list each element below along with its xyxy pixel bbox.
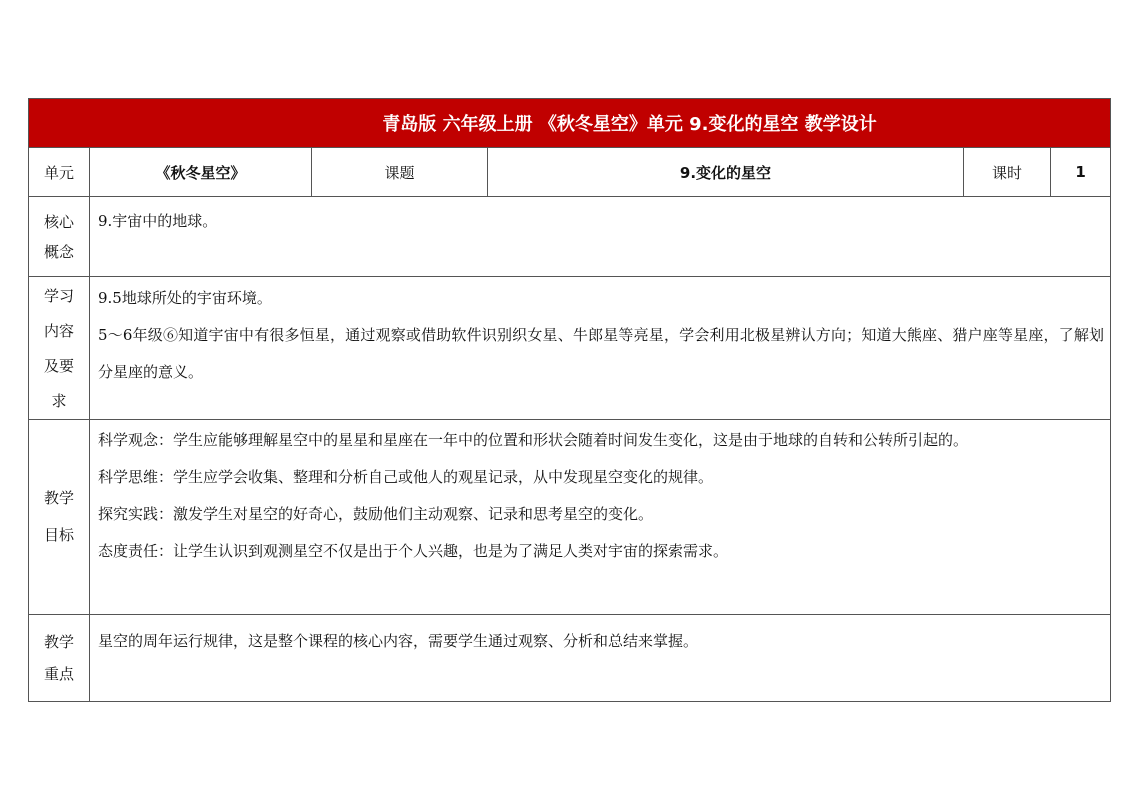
requirements-row — [29, 277, 1111, 420]
requirements-line: 9.5地球所处的宇宙环境。 — [98, 289, 272, 307]
focus-row — [29, 615, 1111, 702]
hours-label: 课时 — [964, 148, 1051, 197]
focus-text: 星空的周年运行规律，这是整个课程的核心内容，需要学生通过观察、分析和总结来掌握。 — [98, 632, 699, 650]
focus-content — [90, 615, 1111, 702]
requirements-label-line: 内容 — [43, 322, 74, 340]
requirements-label-line: 求 — [51, 392, 67, 410]
core-concept-text: 9.宇宙中的地球。 — [98, 212, 218, 230]
requirements-label-line: 学习 — [43, 287, 74, 305]
lesson-plan-table — [28, 98, 1111, 702]
core-concept-label — [29, 197, 90, 277]
focus-label-line: 重点 — [43, 665, 74, 683]
document-title-text: 青岛版 六年级上册 《秋冬星空》单元 9.变化的星空 教学设计 — [382, 114, 877, 135]
goals-content — [90, 420, 1111, 615]
requirements-label — [29, 277, 90, 420]
core-concept-label-line: 核心 — [43, 212, 74, 231]
topic-value: 9.变化的星空 — [488, 148, 964, 197]
core-concept-label-line: 概念 — [43, 242, 74, 261]
goals-label-line: 目标 — [43, 526, 74, 544]
goals-line: 科学观念：学生应能够理解星空中的星星和星座在一年中的位置和形状会随着时间发生变化，这是由于地球的自转和公转所引起的。 — [98, 431, 969, 449]
focus-label — [29, 615, 90, 702]
goals-line: 科学思维：学生应学会收集、整理和分析自己或他人的观星记录，从中发现星空变化的规律。 — [98, 468, 714, 486]
core-concept-content — [90, 197, 1111, 277]
document-title — [29, 99, 1111, 148]
requirements-content — [90, 277, 1111, 420]
requirements-label-line: 及要 — [43, 357, 74, 375]
requirements-line: 5～6年级⑥知道宇宙中有很多恒星，通过观察或借助软件识别织女星、牛郎星等亮星，学会利用北极星辨认方向；知道大熊座、猎户座等星座，了解划分星座的意义。 — [98, 326, 1105, 381]
core-concept-row — [29, 197, 1111, 277]
unit-label: 单元 — [29, 148, 90, 197]
focus-label-line: 教学 — [43, 633, 74, 651]
unit-value: 《秋冬星空》 — [90, 148, 312, 197]
goals-label — [29, 420, 90, 615]
goals-row — [29, 420, 1111, 615]
hours-value: 1 — [1051, 148, 1111, 197]
goals-label-line: 教学 — [43, 489, 74, 507]
goals-line: 态度责任：让学生认识到观测星空不仅是出于个人兴趣，也是为了满足人类对宇宙的探索需求。 — [98, 542, 729, 560]
title-row — [29, 99, 1111, 148]
goals-line: 探究实践：激发学生对星空的好奇心，鼓励他们主动观察、记录和思考星空的变化。 — [98, 505, 654, 523]
info-row — [29, 148, 1111, 197]
topic-label: 课题 — [312, 148, 488, 197]
